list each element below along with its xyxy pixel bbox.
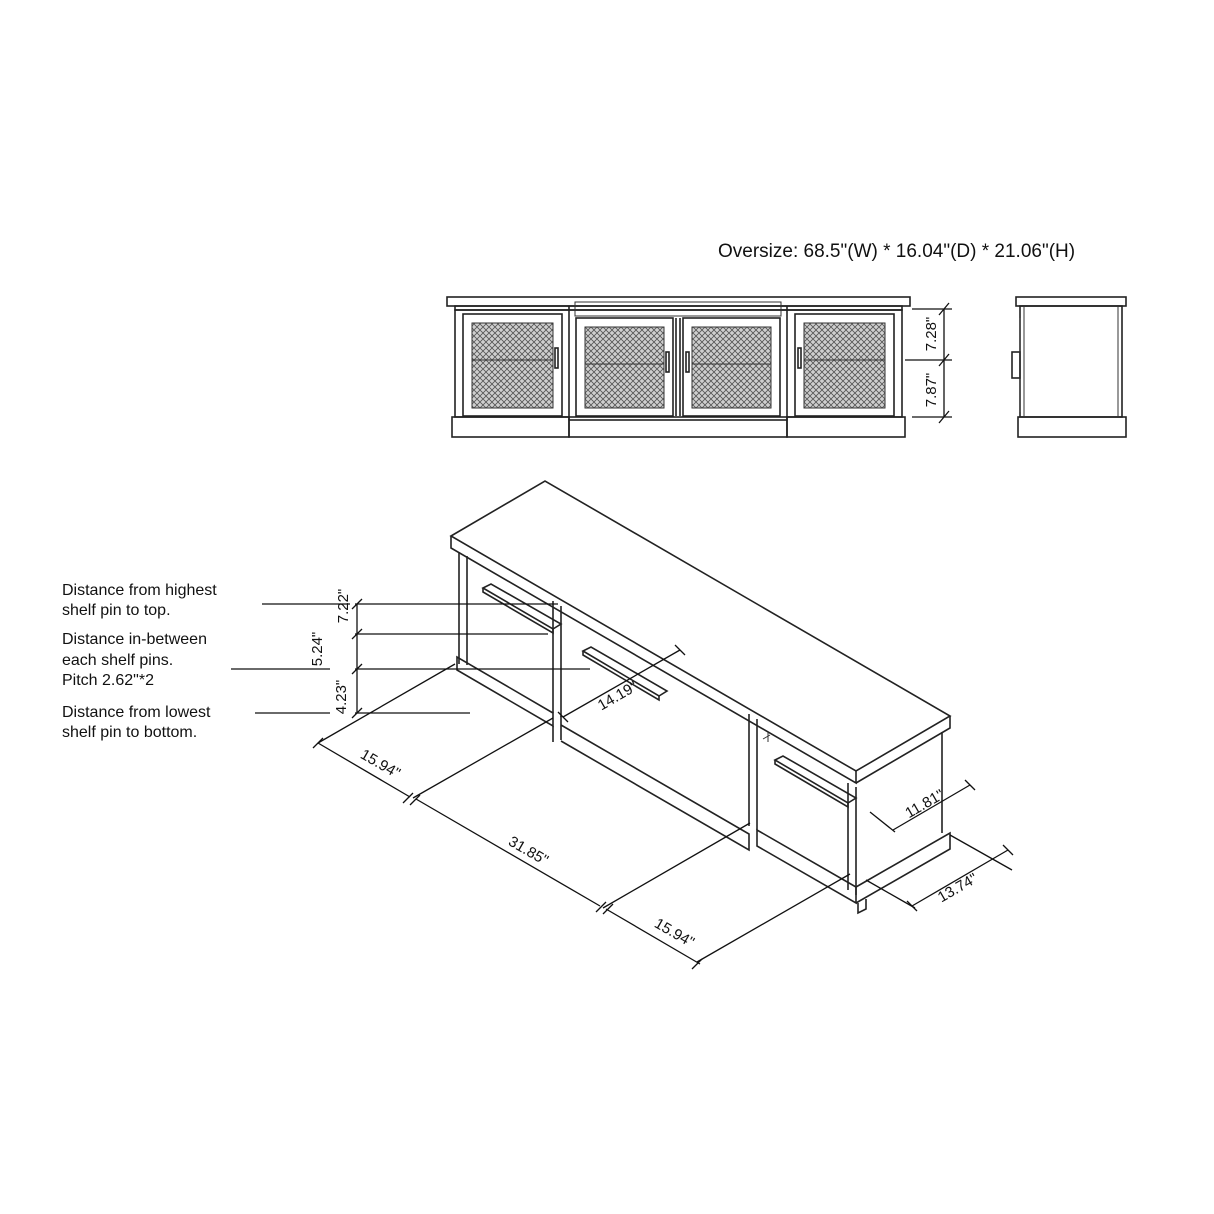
side-view	[1012, 297, 1126, 437]
depth-dims	[866, 780, 1013, 911]
note-mid-line2: each shelf pins.	[62, 652, 174, 669]
iso-top-panel	[451, 481, 950, 771]
iso-base-right	[757, 830, 856, 903]
note-mid-line3: Pitch 2.62"*2	[62, 672, 154, 689]
front-door-3-handle	[686, 352, 689, 372]
iso-base-center	[561, 725, 749, 850]
dim-shelf-depth-label: 11.81"	[902, 786, 948, 822]
front-height-dims	[905, 303, 952, 423]
dim-left-section-label: 15.94"	[357, 746, 404, 783]
iso-shelf-left	[483, 584, 561, 629]
front-door-1-handle	[555, 348, 558, 368]
front-door-3	[683, 318, 780, 416]
note-bot-line1: Distance from lowest	[62, 704, 211, 721]
side-base	[1018, 417, 1126, 437]
shelf-pin-dims	[231, 589, 590, 718]
length-dims	[313, 664, 850, 969]
side-body	[1020, 306, 1122, 417]
front-dim-upper-label: 7.28"	[923, 316, 940, 352]
iso-base-left	[457, 657, 553, 726]
front-base-center	[569, 420, 787, 437]
front-door-2	[576, 318, 673, 416]
dim-inner-depth-label: 14.19"	[594, 678, 641, 715]
front-base-right	[787, 417, 905, 437]
front-base-left	[452, 417, 569, 437]
front-door-4	[795, 314, 894, 416]
front-door-1	[463, 314, 562, 416]
dim-top-pin-label: 7.22"	[335, 588, 352, 624]
front-door-2-handle	[666, 352, 669, 372]
side-handle	[1012, 352, 1020, 378]
shelf-pin-notes	[62, 582, 217, 741]
dim-right-section-label: 15.94"	[651, 915, 698, 952]
note-top-line1: Distance from highest	[62, 582, 217, 599]
note-top-line2: shelf pin to top.	[62, 602, 171, 619]
dim-center-section-label: 31.85"	[505, 833, 552, 870]
inner-depth-dim	[558, 645, 685, 722]
note-bot-line2: shelf pin to bottom.	[62, 724, 198, 741]
note-mid-line1: Distance in-between	[62, 631, 207, 648]
front-door-4-handle	[798, 348, 801, 368]
front-dim-lower-label: 7.87"	[923, 372, 940, 408]
dim-overall-depth-label: 13.74"	[934, 870, 981, 907]
dim-between-label: 5.24"	[309, 631, 326, 667]
oversize-label: Oversize: 68.5"(W) * 16.04"(D) * 21.06"(H)	[718, 241, 1076, 262]
dim-bottom-pin-label: 4.23"	[333, 679, 350, 715]
front-view	[447, 297, 910, 437]
side-top-panel	[1016, 297, 1126, 306]
